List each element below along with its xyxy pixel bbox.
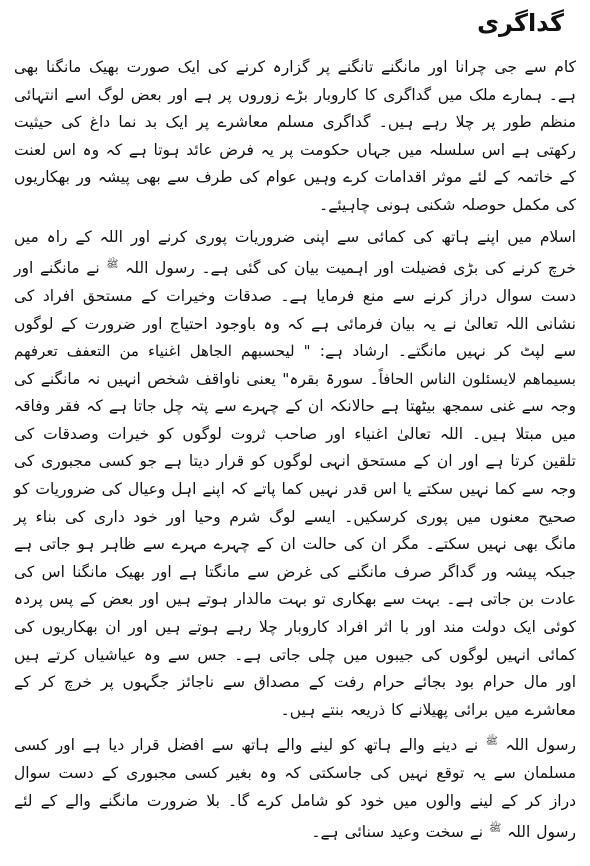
paragraph-text: نے سخت وعید سنائی ہے۔ <box>311 823 490 842</box>
arabic-quote: " ليحسبهم الجاهل اغنياء من التعفف تعرفهم بسيماهم لايسئلون الناس الحافاً <box>14 342 576 388</box>
paragraph-text: رسول اللہ <box>497 736 577 755</box>
paragraph-text: نے مانگنے اور دست سوال دراز کرنے سے منع فرمایا ہے۔ صدقات وخیرات کے مستحق افراد کی نشانی اللہ تعالیٰ نے یہ بیان فرمائی ہے کہ وہ باوجود احتیاج اور ضرورت کے لوگوں سے لپٹ کر نہیں مانگتے۔ ارشاد ہے: <box>14 259 576 361</box>
paragraph-text: ۔ سورۃ بقرہ" یعنی ناواقف شخص انہیں نہ مانگنے کی وجہ سے غنی سمجھ بیٹھتا ہے حالانکہ ان کے چہرے سے پتہ چل جاتا ہے کہ فقر وفاقہ میں مبتلا ہیں۔ اللہ تعالیٰ اغنیاء اور صاحب ثروت لوگوں کو خیرات وصدقات کی تلقین کرتا ہے اور ان کے مستحق انہی لوگوں کو قرار دیتا ہے جو کسی مجبوری کی وجہ سے کما نہیں سکتے یا اس قدر نہیں کما پاتے کہ اپنے اہل وعیال کی ضروریات کو صحیح معنوں میں پوری کرسکیں۔ ایسے لوگ شرم وحیا اور خود داری کی بناء پر مانگ بھی نہیں سکتے۔ مگر ان کی حالت ان کے چہرے مہرے سے ظاہر ہو جاتی ہے جبکہ پیشہ ور گداگر صرف مانگنے کی غرض سے مانگتا ہے اور بھیک مانگنا اس کی عادت بن جاتی ہے۔ بہت سے بھکاری تو بہت مالدار ہوتے ہیں اور بعض کے پس پردہ کوئی ایک دولت مند اور با اثر افراد کاروبار چلا رہے ہوتے ہیں اور ان بھکاریوں کی کمائی انہیں لوگوں کی جیبوں میں چلی جاتی ہے۔ جس سے وہ عیاشیاں کرتے ہیں اور مال حرام بود بجائے حرام رفت کے مصداق سے ناجائز جگہوں پر خرچ کر کے معاشرے میں برائی پھیلانے کا ذریعہ بنتے ہیں۔ <box>14 369 576 719</box>
salawat-glyph: ﷺ <box>106 259 119 271</box>
salawat-glyph: ﷺ <box>489 823 502 835</box>
paragraph-text: اسلام میں اپنے ہاتھ کی کمائی سے اپنی ضروریات پوری کرنے اور اللہ کے راہ میں خرچ کرنے کی بڑی فضیلت اور اہمیت بیان کی گئی ہے۔ رسول اللہ <box>14 227 576 278</box>
paragraph-conclusion <box>14 728 576 847</box>
paragraph-text: کام سے جی چرانا اور مانگنے تانگنے پر گزارہ کرنے کی ایک صورت بھیک مانگنا بھی ہے۔ ہمارے ملک میں گداگری کا کاروبار بڑے زوروں پر ہے اور بعض لوگ اسے انتہائی منظم طور پر چلا رہے ہیں۔ گداگری مسلم معاشرے پر ایک بد نما داغ کی حیثیت رکھتی ہے اس سلسلہ میں جہاں حکومت پر یہ فرض عائد ہوتا ہے کہ وہ اس لعنت کے خاتمہ کے لئے موثر اقدامات کرے وہیں عوام کی طرف سے بھی پیشہ ور بھکاریوں کی مکمل حوصلہ شکنی ہونی چاہیئے۔ <box>14 58 576 214</box>
paragraph-text: نے دینے والے ہاتھ کو لینے والے ہاتھ سے افضل قرار دیا ہے اور کسی مسلمان سے یہ توقع نہیں کی جاسکتی کہ وہ بغیر کسی مجبوری کے دست سوال دراز کر کے لینے والوں میں خود کو شامل کرے گا۔ بلا ضرورت مانگنے والے کے لئے رسول اللہ <box>14 736 576 842</box>
paragraph-islamic-teaching <box>14 224 576 725</box>
page-title: گداگری <box>477 9 564 37</box>
paragraph-intro <box>14 54 576 220</box>
salawat-glyph: ﷺ <box>485 736 498 748</box>
